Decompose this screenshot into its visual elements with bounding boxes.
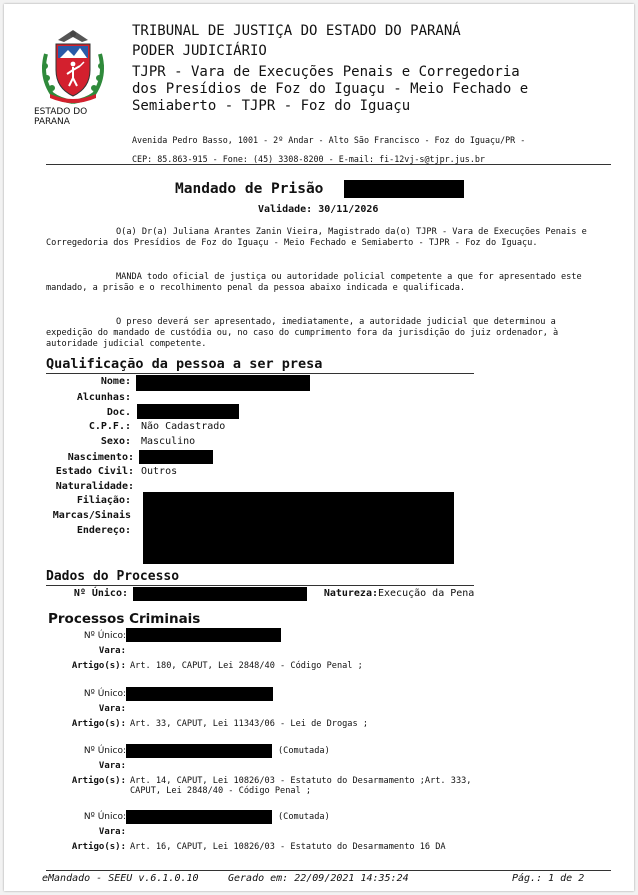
value-natureza: Execução da Pena: [378, 588, 475, 599]
process-2-artigos-label: Artigo(s):: [71, 719, 126, 729]
qualificacao-underline: [46, 373, 474, 374]
document-title: Mandado de Prisão: [175, 181, 324, 197]
section-heading-qualificacao: Qualificação da pessoa a ser presa: [46, 356, 323, 372]
process-2-artigos: Art. 33, CAPUT, Lei 11343/06 - Lei de Drogas ;: [130, 719, 368, 729]
crest-label: ESTADO DO PARANA: [34, 107, 88, 127]
process-3-vara-label: Vara:: [98, 761, 126, 771]
redacted-birth-date: [139, 450, 213, 464]
footer-system-version: eMandado - SEEU v.6.1.0.10: [42, 873, 199, 884]
redacted-document: [137, 404, 239, 419]
label-naturalidade: Naturalidade:: [55, 481, 134, 492]
process-1-redacted-number: [126, 628, 281, 642]
process-1-number-label: Nº Único:: [83, 631, 126, 641]
header-divider: [46, 164, 611, 165]
process-2-redacted-number: [126, 687, 273, 701]
footer-page-number: Pág.: 1 de 2: [512, 873, 585, 884]
court-address: Avenida Pedro Basso, 1001 - 2º Andar - Alto São Francisco - Foz do Iguaçu/PR -: [132, 135, 526, 145]
label-alcunhas: Alcunhas:: [76, 392, 131, 403]
court-division: TJPR - Vara de Execuções Penais e Corregedoria dos Presídios de Foz do Iguaçu - Meio Fechado e Semiaberto - TJPR - Foz do Iguaçu: [132, 64, 529, 114]
process-3-artigos: Art. 14, CAPUT, Lei 10826/03 - Estatuto do Desarmamento ;Art. 333, CAPUT, Lei 2848/40 - Código Penal ;: [130, 776, 472, 796]
redacted-name: [136, 375, 310, 391]
label-estado-civil: Estado Civil:: [55, 466, 134, 477]
section-heading-dados-processo: Dados do Processo: [46, 569, 180, 584]
process-3-number-label: Nº Único:: [83, 746, 126, 756]
judiciary-name: PODER JUDICIÁRIO: [132, 43, 267, 59]
value-cpf: Não Cadastrado: [141, 421, 226, 432]
process-1-vara-label: Vara:: [98, 646, 126, 656]
paragraph-magistrate: [46, 227, 606, 249]
redacted-filiation-marks-address: [143, 492, 454, 564]
parana-coat-of-arms-icon: [38, 26, 108, 104]
dados-processo-underline: [46, 585, 474, 586]
paragraph-instructions: [46, 317, 606, 350]
label-filiacao: Filiação:: [76, 495, 131, 506]
validity-date: Validade: 30/11/2026: [258, 204, 379, 215]
label-natureza: Natureza:: [323, 588, 378, 599]
label-marcas-sinais: Marcas/Sinais: [52, 510, 131, 521]
paragraph-order-text: MANDA todo oficial de justiça ou autoridade policial competente a que for apresentado este mandado, a prisão e o recolhimento penal da pessoa abaixo indicada e qualificada.: [46, 272, 582, 293]
paragraph-instructions-text: O preso deverá ser apresentado, imediatamente, a autoridade judicial que determinou a expedição do mandado de custódia ou, no caso do cumprimento fora da jurisdição do juiz ordenador, à autoridade judicial competente.: [46, 317, 559, 349]
process-4-number-label: Nº Único:: [83, 812, 126, 822]
value-estado-civil: Outros: [141, 466, 178, 477]
footer-divider: [46, 870, 611, 871]
process-1-artigos-label: Artigo(s):: [71, 661, 126, 671]
process-4-artigos: Art. 16, CAPUT, Lei 10826/03 - Estatuto do Desarmamento 16 DA: [130, 842, 446, 852]
paragraph-order: [46, 272, 606, 294]
label-endereco: Endereço:: [76, 525, 131, 536]
value-sexo: Masculino: [141, 436, 196, 447]
process-2-number-label: Nº Único:: [83, 689, 126, 699]
process-4-note: (Comutada): [278, 812, 330, 822]
process-4-vara-label: Vara:: [98, 827, 126, 837]
process-2-vara-label: Vara:: [98, 704, 126, 714]
process-1-artigos: Art. 180, CAPUT, Lei 2848/40 - Código Penal ;: [130, 661, 363, 671]
court-name: TRIBUNAL DE JUSTIÇA DO ESTADO DO PARANÁ: [132, 23, 461, 39]
label-cpf: C.P.F.:: [88, 421, 131, 432]
process-3-redacted-number: [126, 744, 272, 758]
document-page: [4, 4, 634, 891]
redacted-warrant-number: [344, 180, 464, 198]
process-4-artigos-label: Artigo(s):: [71, 842, 126, 852]
process-3-note: (Comutada): [278, 746, 330, 756]
label-sexo: Sexo:: [100, 436, 131, 447]
process-4-redacted-number: [126, 810, 272, 824]
label-nascimento: Nascimento:: [67, 452, 134, 463]
paragraph-magistrate-text: O(a) Dr(a) Juliana Arantes Zanin Vieira, Magistrado da(o) TJPR - Vara de Execuções Penais e Corregedoria dos Presídios de Foz do Iguaçu - Meio Fechado e Semiaberto - TJPR - Foz do Iguaçu.: [46, 227, 587, 248]
redacted-process-number: [133, 587, 307, 601]
label-numero-unico: Nº Único:: [73, 588, 128, 599]
process-3-artigos-label: Artigo(s):: [71, 776, 126, 786]
label-doc: Doc.: [106, 407, 131, 418]
section-heading-processos-criminais: Processos Criminais: [48, 611, 201, 627]
court-contact: CEP: 85.863-915 - Fone: (45) 3308-8200 - E-mail: fi-12vj-s@tjpr.jus.br: [132, 154, 485, 164]
footer-generated-at: Gerado em: 22/09/2021 14:35:24: [228, 873, 409, 884]
label-nome: Nome:: [100, 376, 131, 387]
